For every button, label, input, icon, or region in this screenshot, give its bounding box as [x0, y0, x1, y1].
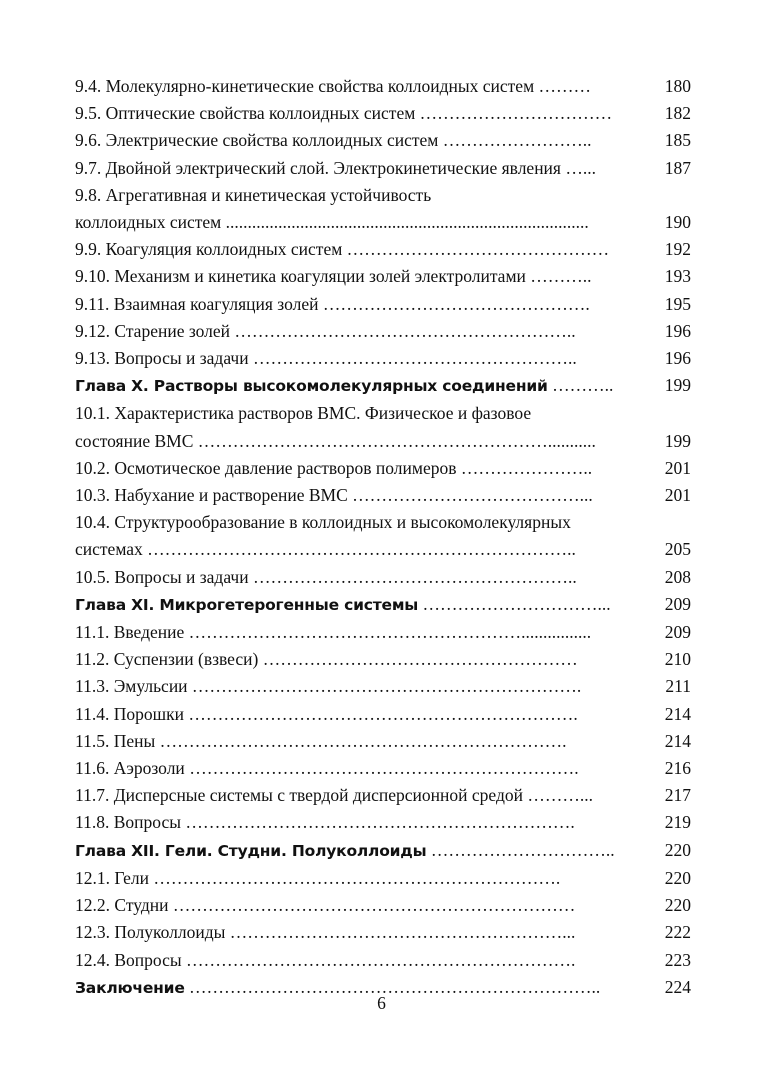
toc-entry-9-8 [75, 182, 691, 236]
toc-entry-12-3 [75, 919, 691, 946]
page-number: 6 [377, 993, 386, 1013]
toc-title: 9.6. Электрические свойства коллоидных систем [75, 130, 439, 151]
toc-page-number: 217 [664, 785, 691, 806]
toc-chapter-title: Заключение [75, 978, 185, 997]
toc-page-number: 185 [664, 130, 691, 151]
toc-title: 12.1. Гели [75, 867, 150, 888]
toc-page-number: 199 [664, 375, 691, 396]
toc-leader: ………………………………………. [318, 293, 590, 314]
toc-page-number: 182 [664, 103, 691, 124]
toc-title: 9.11. Взаимная коагуляция золей [75, 293, 319, 314]
toc-title: 12.3. Полуколлоиды [75, 922, 226, 943]
toc-leader: …………………………… [415, 103, 613, 124]
toc-entry-10-3 [75, 482, 691, 509]
toc-page-number: 220 [664, 839, 691, 860]
toc-page-number: 220 [664, 867, 691, 888]
toc-title: 10.2. Осмотическое давление растворов полимеров [75, 457, 457, 478]
toc-page-number: 195 [664, 293, 691, 314]
toc-page-number: 193 [664, 266, 691, 287]
toc-chapter-12 [75, 837, 691, 865]
toc-page-number: 220 [664, 895, 691, 916]
toc-leader: ……………………………………………………………….. [142, 539, 576, 560]
toc-leader: ……….. [525, 266, 592, 287]
toc-leader: ……………………………………………….. [248, 566, 577, 587]
toc-leader: …………………………………………………………. [184, 758, 579, 779]
toc-title: системах [75, 539, 143, 560]
toc-title: 12.4. Вопросы [75, 949, 182, 970]
toc-page-number: 192 [664, 239, 691, 260]
toc-entry-10-5 [75, 564, 691, 591]
toc-page-number: 201 [664, 485, 691, 506]
toc-page-number: 199 [664, 430, 691, 451]
toc-title: 9.4. Молекулярно-кинетические свойства коллоидных систем [75, 76, 535, 96]
toc-page-number: 209 [664, 622, 691, 643]
toc-title: коллоидных систем [75, 212, 222, 233]
toc-entry-9-10 [75, 263, 691, 290]
toc-leader: ………………………….. [426, 839, 615, 860]
toc-title: 11.3. Эмульсии [75, 676, 188, 697]
toc-title: 11.7. Дисперсные системы с твердой дисперсионной средой [75, 785, 523, 806]
toc-page-number: 205 [664, 539, 691, 560]
toc-entry-9-4 [75, 73, 691, 100]
toc-leader: …………………………………... [347, 485, 593, 506]
toc-entry-10-2 [75, 455, 691, 482]
toc-leader: …………………………………………………………… [168, 895, 576, 916]
toc-entry-9-9 [75, 236, 691, 263]
toc-leader: ……………………………………………………………. [149, 867, 561, 888]
toc-title: 9.5. Оптические свойства коллоидных систем [75, 103, 416, 124]
toc-page-number: 187 [664, 157, 691, 178]
toc-leader: …………………….. [438, 130, 592, 151]
toc-title: 10.5. Вопросы и задачи [75, 566, 249, 587]
toc-entry-11-1 [75, 619, 691, 646]
toc-title: 11.1. Введение [75, 622, 185, 643]
toc-title: 11.5. Пены [75, 730, 156, 751]
toc-chapter-title: Глава X. Растворы высокомолекулярных соединений [75, 377, 548, 396]
toc-title: 11.4. Порошки [75, 703, 184, 724]
toc-page-number: 201 [664, 457, 691, 478]
toc-leader: …………………………………………………... [225, 922, 576, 943]
toc-leader: ………………….. [456, 457, 593, 478]
toc-page-number: 219 [664, 812, 691, 833]
toc-title-line1: 10.4. Структурообразование в коллоидных и высокомолекулярных [75, 512, 571, 533]
toc-entry-10-4 [75, 509, 691, 563]
toc-chapter-title: Глава XI. Микрогетерогенные системы [75, 595, 419, 614]
toc-entry-11-2 [75, 646, 691, 673]
toc-page-number: 222 [664, 922, 691, 943]
toc-entry-9-13 [75, 345, 691, 372]
toc-title-line1: 10.1. Характеристика растворов ВМС. Физическое и фазовое [75, 403, 532, 424]
toc-page-number: 214 [664, 730, 691, 751]
toc-leader: ……………………………………… [342, 239, 610, 260]
toc-entry-11-3 [75, 673, 691, 700]
toc-title: 10.3. Набухание и растворение ВМС [75, 485, 348, 506]
toc-title: 11.2. Суспензии (взвеси) [75, 649, 259, 670]
toc-title: 9.9. Коагуляция коллоидных систем [75, 239, 343, 260]
toc-title: 9.10. Механизм и кинетика коагуляции золей электролитами [75, 266, 526, 287]
toc-leader: …………………………………………………………. [183, 703, 578, 724]
toc-entry-12-2 [75, 892, 691, 919]
toc-page-number: 190 [664, 212, 691, 233]
toc-leader: ……….. [547, 375, 614, 396]
toc-title: 11.8. Вопросы [75, 812, 181, 833]
toc-entry-11-6 [75, 755, 691, 782]
toc-title: 12.2. Студни [75, 895, 169, 916]
toc-leader: …………………………………………………………….. [184, 976, 601, 997]
toc-title: 9.12. Старение золей [75, 320, 231, 341]
toc-page-number: 196 [664, 348, 691, 369]
table-of-contents [75, 73, 691, 1002]
toc-chapter-10 [75, 372, 691, 400]
toc-title: 9.7. Двойной электрический слой. Электрокинетические явления [75, 157, 561, 178]
toc-entry-9-11 [75, 291, 691, 318]
toc-page-number: 196 [664, 320, 691, 341]
toc-page-number: 216 [664, 758, 691, 779]
toc-page-number: 211 [665, 676, 691, 697]
toc-leader: ................................................................................... [221, 212, 589, 233]
toc-entry-9-5 [75, 100, 691, 127]
toc-chapter-title: Глава XII. Гели. Студни. Полуколлоиды [75, 841, 427, 860]
toc-leader: ………………………………………………….. [230, 320, 576, 341]
toc-leader: …………………………………………………………. [180, 812, 575, 833]
toc-leader: ……………………………………………….. [248, 348, 577, 369]
toc-entry-11-4 [75, 701, 691, 728]
toc-page-number: 180 [664, 76, 691, 96]
toc-leader: ……………………………………………… [258, 649, 578, 670]
toc-leader: …………………………... [418, 593, 611, 614]
toc-entry-11-8 [75, 809, 691, 836]
toc-entry-11-7 [75, 782, 691, 809]
toc-leader: ………... [522, 785, 593, 806]
toc-leader: …………………………………………………………. [187, 676, 582, 697]
toc-title-line1: 9.8. Агрегативная и кинетическая устойчивость [75, 184, 432, 205]
toc-entry-9-6 [75, 127, 691, 154]
toc-entry-9-7 [75, 155, 691, 182]
toc-entry-9-12 [75, 318, 691, 345]
toc-leader: ……………………………………………………………. [155, 730, 567, 751]
toc-entry-11-5 [75, 728, 691, 755]
toc-page-number: 209 [664, 593, 691, 614]
toc-entry-12-4 [75, 947, 691, 974]
toc-title: 9.13. Вопросы и задачи [75, 348, 249, 369]
toc-title: 11.6. Аэрозоли [75, 758, 185, 779]
toc-title: состояние ВМС [75, 430, 194, 451]
toc-page-number: 208 [664, 566, 691, 587]
toc-entry-10-1 [75, 400, 691, 454]
toc-chapter-11 [75, 591, 691, 619]
toc-page-number: 210 [664, 649, 691, 670]
toc-leader: …………………………………………………………. [181, 949, 576, 970]
toc-entry-12-1 [75, 865, 691, 892]
toc-leader: …………………………………………………................ [184, 622, 592, 643]
toc-leader: ……………………………………………………........... [193, 430, 596, 451]
toc-leader: ……… [534, 76, 592, 96]
toc-page-number: 214 [664, 703, 691, 724]
toc-page-number: 224 [664, 976, 691, 997]
toc-page-number: 223 [664, 949, 691, 970]
toc-leader: …... [560, 157, 596, 178]
